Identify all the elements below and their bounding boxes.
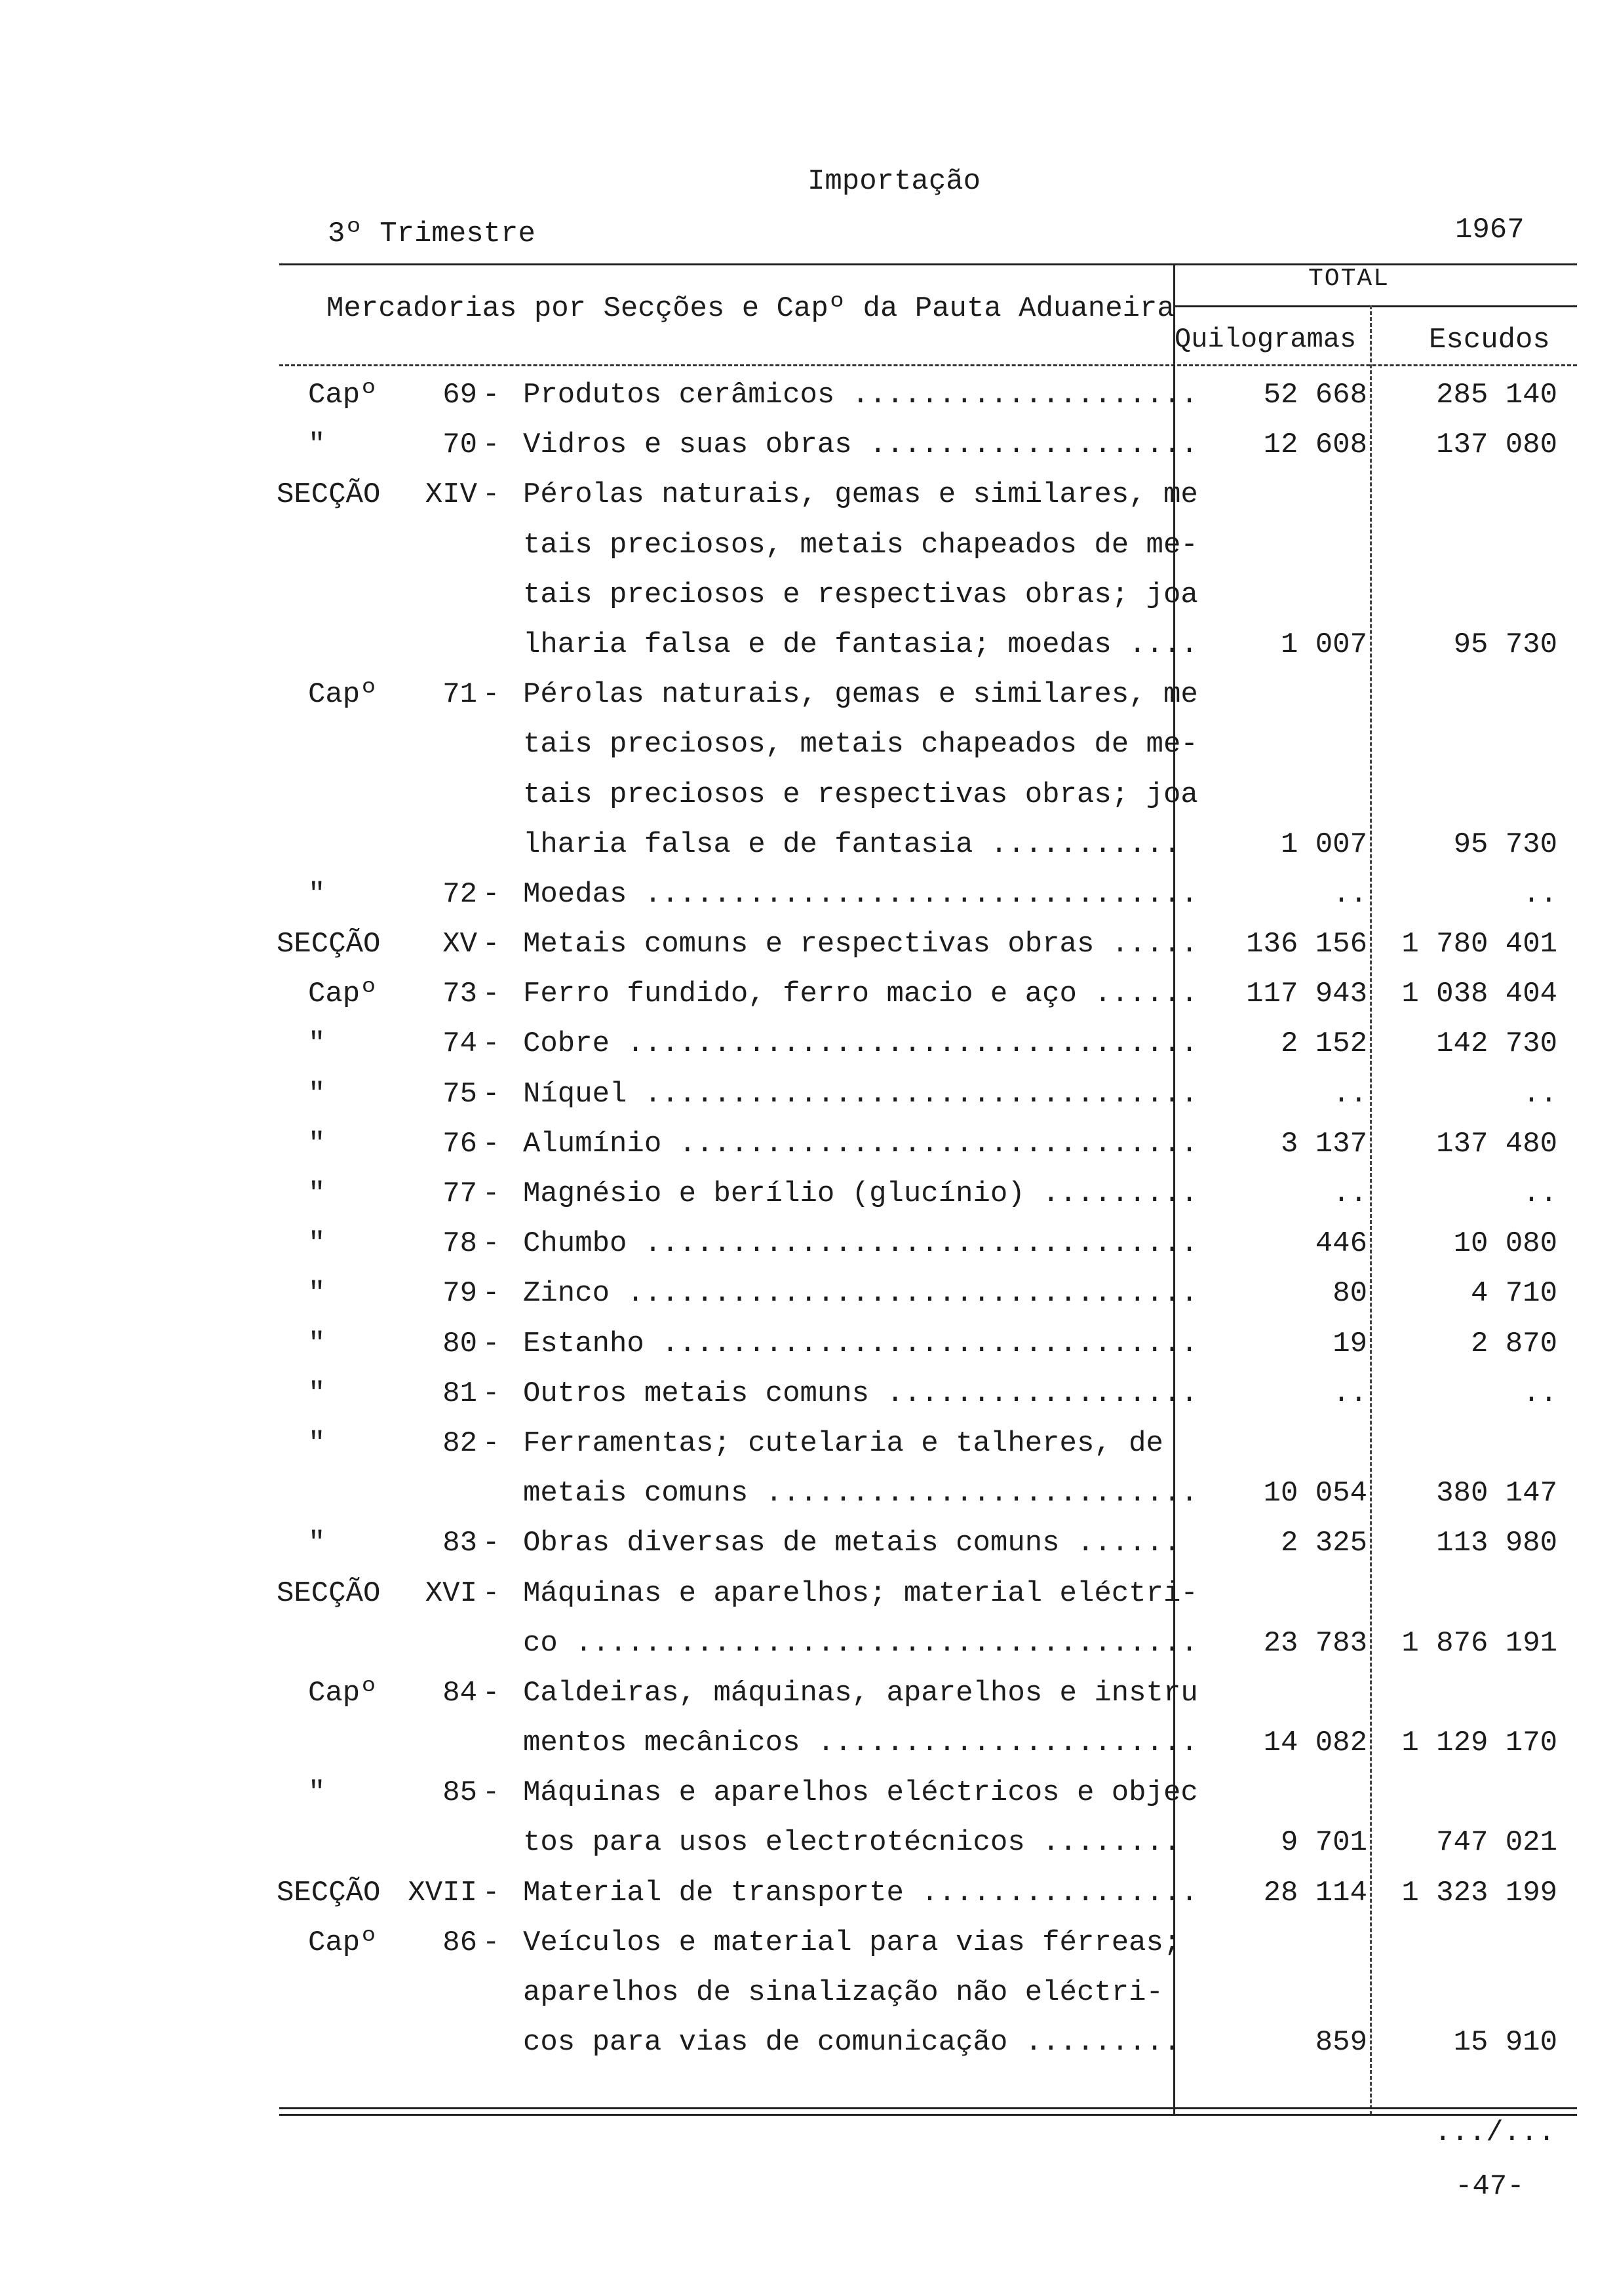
goods-description: Chumbo ................................: [523, 1227, 1198, 1261]
total-header-rule: [1175, 305, 1577, 307]
kilograms-value: 9 701: [1280, 1826, 1367, 1860]
section-label: ": [308, 1327, 326, 1360]
table-row: [0, 1227, 1615, 1277]
separator-dash: -: [482, 1077, 500, 1111]
section-label: ": [308, 1277, 326, 1311]
section-label: SECÇÃO: [277, 1876, 381, 1909]
separator-dash: -: [482, 978, 500, 1011]
goods-description: tos para usos electrotécnicos ........: [523, 1826, 1181, 1860]
goods-description: Pérolas naturais, gemas e similares, me: [523, 678, 1198, 712]
escudos-value: 10 080: [1453, 1227, 1557, 1261]
escudos-value: ..: [1523, 1077, 1557, 1111]
kilograms-value: 859: [1315, 2026, 1367, 2059]
kilograms-value: 2 325: [1280, 1527, 1367, 1560]
chapter-number: XVII: [408, 1876, 477, 1909]
table-row: [0, 1328, 1615, 1377]
chapter-number: 84: [442, 1676, 477, 1710]
kilograms-value: ..: [1333, 1077, 1367, 1111]
goods-description: Material de transporte ................: [523, 1876, 1198, 1909]
table-row: [0, 828, 1615, 878]
escudos-value: 113 980: [1436, 1527, 1557, 1560]
goods-description: Máquinas e aparelhos; material eléctri-: [523, 1577, 1198, 1610]
escudos-value: 1 876 191: [1401, 1626, 1557, 1660]
kilograms-value: 28 114: [1263, 1876, 1367, 1909]
table-row: [0, 678, 1615, 728]
section-label: Capº: [308, 678, 378, 712]
goods-description: mentos mecânicos ......................: [523, 1727, 1198, 1760]
table-row: [0, 1627, 1615, 1677]
quarter-label: 3º Trimestre: [328, 218, 535, 250]
goods-description: Pérolas naturais, gemas e similares, me: [523, 478, 1198, 512]
chapter-number: 72: [442, 877, 477, 911]
separator-dash: -: [482, 379, 500, 411]
escudos-value: 1 780 401: [1401, 928, 1557, 961]
chapter-number: 70: [442, 429, 477, 462]
goods-description: Ferramentas; cutelaria e talheres, de: [523, 1426, 1163, 1460]
kilograms-value: 12 608: [1263, 429, 1367, 462]
escudos-value: 137 080: [1436, 429, 1557, 462]
table-row: [0, 529, 1615, 579]
section-label: SECÇÃO: [277, 1577, 381, 1610]
separator-dash: -: [482, 1676, 500, 1710]
table-row: [0, 1078, 1615, 1128]
kilograms-value: 136 156: [1246, 928, 1367, 961]
goods-description: Moedas ................................: [523, 877, 1198, 911]
chapter-number: 79: [442, 1277, 477, 1311]
separator-dash: -: [482, 1277, 500, 1311]
goods-description: lharia falsa e de fantasia; moedas ....: [523, 628, 1198, 661]
escudos-value: 137 480: [1436, 1127, 1557, 1160]
table-row: [0, 1677, 1615, 1727]
escudos-value: 2 870: [1470, 1327, 1557, 1360]
goods-description: aparelhos de sinalização não eléctri-: [523, 1976, 1163, 2009]
escudos-value: 1 323 199: [1401, 1876, 1557, 1909]
kilograms-value: 2 152: [1280, 1027, 1367, 1061]
kilograms-value: 23 783: [1263, 1626, 1367, 1660]
kilograms-value: ..: [1333, 1177, 1367, 1210]
separator-dash: -: [482, 1776, 500, 1810]
section-label: Capº: [308, 978, 378, 1011]
escudos-value: 1 038 404: [1401, 978, 1557, 1011]
separator-dash: -: [482, 1227, 500, 1261]
section-label: ": [308, 1177, 326, 1210]
chapter-number: 77: [442, 1177, 477, 1210]
goods-description: Outros metais comuns ..................: [523, 1377, 1198, 1410]
separator-dash: -: [482, 1027, 500, 1061]
kilograms-value: 14 082: [1263, 1727, 1367, 1760]
separator-dash: -: [482, 1327, 500, 1360]
table-row: [0, 429, 1615, 478]
goods-description: Zinco .................................: [523, 1277, 1198, 1311]
year-label: 1967: [1455, 214, 1525, 246]
table-row: [0, 1477, 1615, 1527]
table-row: [0, 778, 1615, 828]
kilograms-value: 117 943: [1246, 978, 1367, 1011]
section-label: ": [308, 1426, 326, 1460]
kilograms-value: ..: [1333, 1377, 1367, 1410]
table-row: [0, 379, 1615, 429]
escudos-value: 95 730: [1453, 828, 1557, 861]
table-row: [0, 1727, 1615, 1776]
section-label: ": [308, 1776, 326, 1810]
goods-description: co ....................................: [523, 1626, 1198, 1660]
table-row: [0, 928, 1615, 978]
section-label: Capº: [308, 1926, 378, 1959]
goods-description: Veículos e material para vias férreas;: [523, 1926, 1181, 1959]
separator-dash: -: [482, 928, 500, 961]
chapter-number: 80: [442, 1327, 477, 1360]
goods-description: Metais comuns e respectivas obras .....: [523, 928, 1198, 961]
separator-dash: -: [482, 1377, 500, 1410]
table-bottom-rule-double: [279, 2114, 1577, 2116]
chapter-number: 78: [442, 1227, 477, 1261]
goods-description: metais comuns .........................: [523, 1477, 1198, 1510]
table-row: [0, 1877, 1615, 1926]
chapter-number: 82: [442, 1426, 477, 1460]
chapter-number: 75: [442, 1077, 477, 1111]
goods-description: Máquinas e aparelhos eléctricos e objec: [523, 1776, 1198, 1810]
goods-description: tais preciosos e respectivas obras; joa: [523, 578, 1198, 611]
chapter-number: 71: [442, 678, 477, 712]
escudos-value: 1 129 170: [1401, 1727, 1557, 1760]
table-row: [0, 628, 1615, 678]
goods-description: Cobre .................................: [523, 1027, 1198, 1061]
table-row: [0, 1027, 1615, 1077]
kilograms-value: 1 007: [1280, 628, 1367, 661]
table-body: [0, 379, 1615, 2076]
goods-description: Ferro fundido, ferro macio e aço ......: [523, 978, 1198, 1011]
goods-description: lharia falsa e de fantasia ...........: [523, 828, 1181, 861]
table-row: [0, 478, 1615, 528]
goods-description: Produtos cerâmicos ....................: [523, 379, 1198, 411]
table-row: [0, 1377, 1615, 1427]
escudos-value: ..: [1523, 1177, 1557, 1210]
continued-marker: .../...: [1434, 2116, 1555, 2149]
goods-description: tais preciosos e respectivas obras; joa: [523, 778, 1198, 811]
goods-description: cos para vias de comunicação .........: [523, 2026, 1181, 2059]
kilograms-value: 1 007: [1280, 828, 1367, 861]
section-label: ": [308, 1527, 326, 1560]
goods-description: Caldeiras, máquinas, aparelhos e instru: [523, 1676, 1198, 1710]
section-label: ": [308, 1027, 326, 1061]
escudos-value: 95 730: [1453, 628, 1557, 661]
escudos-value: ..: [1523, 1377, 1557, 1410]
escudos-value: 285 140: [1436, 379, 1557, 411]
goods-description: Estanho ...............................: [523, 1327, 1198, 1360]
chapter-number: XVI: [425, 1577, 477, 1610]
table-row: [0, 1976, 1615, 2026]
escudos-value: ..: [1523, 877, 1557, 911]
chapter-number: 73: [442, 978, 477, 1011]
table-row: [0, 728, 1615, 778]
table-row: [0, 1128, 1615, 1177]
separator-dash: -: [482, 478, 500, 512]
table-row: [0, 878, 1615, 928]
table-row: [0, 579, 1615, 628]
column-header-kilograms: Quilogramas: [1175, 324, 1357, 355]
section-label: ": [308, 877, 326, 911]
separator-dash: -: [482, 1127, 500, 1160]
table-row: [0, 1926, 1615, 1976]
separator-dash: -: [482, 877, 500, 911]
section-label: Capº: [308, 379, 378, 411]
goods-description: tais preciosos, metais chapeados de me-: [523, 528, 1198, 562]
section-label: Capº: [308, 1676, 378, 1710]
goods-description: Níquel ................................: [523, 1077, 1198, 1111]
escudos-value: 747 021: [1436, 1826, 1557, 1860]
kilograms-value: 52 668: [1263, 379, 1367, 411]
kilograms-value: 80: [1333, 1277, 1367, 1311]
table-row: [0, 2026, 1615, 2076]
header-bottom-rule: [279, 364, 1577, 366]
column-header-goods: Mercadorias por Secções e Capº da Pauta Aduaneira: [326, 292, 1175, 325]
kilograms-value: 10 054: [1263, 1477, 1367, 1510]
separator-dash: -: [482, 1177, 500, 1210]
kilograms-value: 19: [1333, 1327, 1367, 1360]
separator-dash: -: [482, 1876, 500, 1909]
page-title: Importação: [808, 165, 981, 198]
table-row: [0, 1177, 1615, 1227]
section-label: ": [308, 1377, 326, 1410]
chapter-number: 69: [442, 379, 477, 411]
escudos-value: 15 910: [1453, 2026, 1557, 2059]
chapter-number: 86: [442, 1926, 477, 1959]
kilograms-value: 446: [1315, 1227, 1367, 1261]
separator-dash: -: [482, 1577, 500, 1610]
chapter-number: 76: [442, 1127, 477, 1160]
kilograms-value: ..: [1333, 877, 1367, 911]
goods-description: Obras diversas de metais comuns ......: [523, 1527, 1181, 1560]
separator-dash: -: [482, 1426, 500, 1460]
section-label: ": [308, 1077, 326, 1111]
chapter-number: XV: [442, 928, 477, 961]
goods-description: Magnésio e berílio (glucínio) .........: [523, 1177, 1198, 1210]
page-number: -47-: [1455, 2170, 1525, 2203]
column-header-escudos: Escudos: [1429, 324, 1550, 356]
table-bottom-rule: [279, 2107, 1577, 2109]
section-label: ": [308, 1127, 326, 1160]
separator-dash: -: [482, 1527, 500, 1560]
goods-description: Vidros e suas obras ...................: [523, 429, 1198, 462]
table-row: [0, 1427, 1615, 1477]
chapter-number: 83: [442, 1527, 477, 1560]
chapter-number: XIV: [425, 478, 477, 512]
chapter-number: 74: [442, 1027, 477, 1061]
escudos-value: 4 710: [1470, 1277, 1557, 1311]
separator-dash: -: [482, 1926, 500, 1959]
chapter-number: 85: [442, 1776, 477, 1810]
chapter-number: 81: [442, 1377, 477, 1410]
section-label: ": [308, 429, 326, 462]
section-label: SECÇÃO: [277, 478, 381, 512]
escudos-value: 142 730: [1436, 1027, 1557, 1061]
table-row: [0, 1577, 1615, 1627]
goods-description: Alumínio ..............................: [523, 1127, 1198, 1160]
section-label: ": [308, 1227, 326, 1261]
section-label: SECÇÃO: [277, 928, 381, 961]
table-row: [0, 978, 1615, 1027]
column-header-total: TOTAL: [1308, 265, 1390, 293]
table-row: [0, 1776, 1615, 1826]
separator-dash: -: [482, 429, 500, 462]
escudos-value: 380 147: [1436, 1477, 1557, 1510]
table-row: [0, 1527, 1615, 1577]
goods-description: tais preciosos, metais chapeados de me-: [523, 728, 1198, 761]
separator-dash: -: [482, 678, 500, 712]
table-row: [0, 1277, 1615, 1327]
kilograms-value: 3 137: [1280, 1127, 1367, 1160]
table-row: [0, 1826, 1615, 1876]
